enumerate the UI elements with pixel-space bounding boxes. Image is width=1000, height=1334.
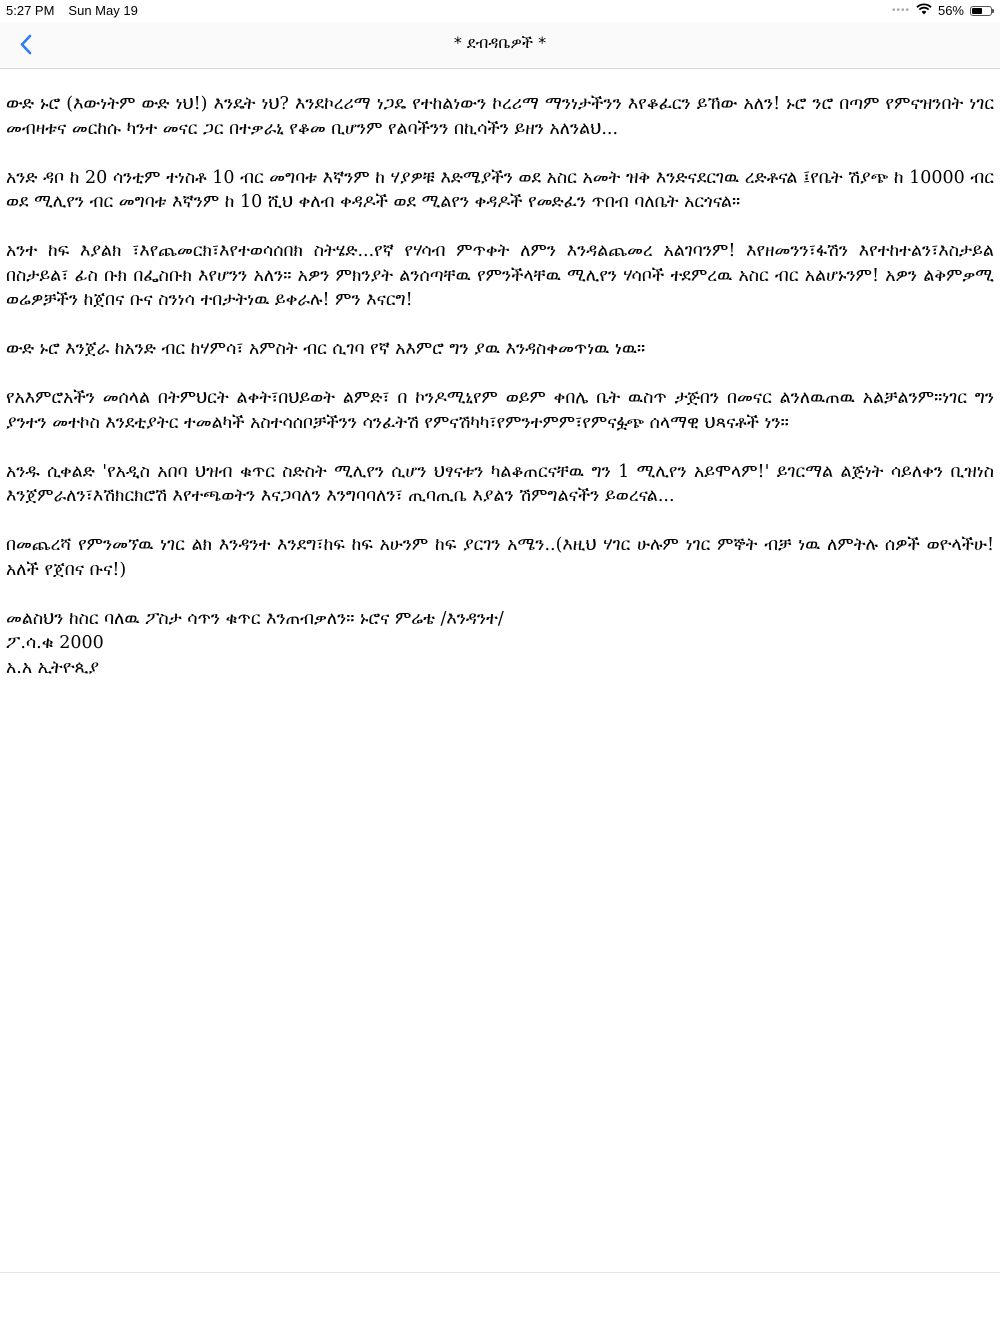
status-date: Sun May 19 — [68, 3, 138, 18]
battery-level — [972, 8, 982, 14]
letter-closing-line: መልስህን ከስር ባለዉ ፖስታ ሳጥን ቁጥር እንጠብቃለን። ኑሮና ምሬቴ /እንዳንተ/ — [6, 608, 504, 629]
letter-address: አ.አ ኢትዮጲያ — [6, 657, 100, 678]
status-time: 5:27 PM — [6, 3, 55, 18]
letter-paragraph: ውድ ኑሮ እንጀራ ከአንድ ብር ከሃምሳ፣ አምስት ብር ሲገባ የኛ አእምሮ ግን ያዉ እንዳስቀመጥነዉ ነዉ። — [6, 339, 646, 359]
wifi-icon — [916, 3, 932, 18]
status-right — [892, 3, 992, 18]
letter-body — [6, 92, 994, 680]
status-bar — [0, 0, 1000, 22]
battery-icon — [970, 6, 992, 16]
letter-paragraph: በመጨረሻ የምንመኘዉ ነገር ልክ እንዳንተ እንደግ፣ከፍ ከፍ አሁንም ከፍ ያርገን አሜን..(እዚህ ሃገር ሁሉም ነገር ምኞት ብቻ ነዉ ለምትሉ ሰዎች ወዮላችሁ! አለች የጀበና ቡና!) — [6, 535, 994, 580]
navigation-bar — [0, 22, 1000, 69]
bottom-divider — [0, 1272, 1000, 1273]
status-left — [6, 3, 138, 18]
battery-percent: 56% — [937, 3, 964, 18]
letter-paragraph: አንድ ዳቦ ከ 20 ሳንቲም ተነስቶ 10 ብር መግባቱ እኛንም ከ ሃያዎቹ እድሜያችን ወደ አስር አመት ዝቅ እንድናደርገዉ ረድቶናል ፤የቤት ሽያጭ ከ 10000 ብር ወደ ሚሊየን ብር መግባቱ እኛንም ከ 10 ሺህ ቀለብ ቀዳዶች ወደ ሚልየን ቀዳዶች የመድፈን ጥበብ ባለቤት አርጎናል። — [6, 167, 994, 212]
letter-paragraph: አንዱ ሲቀልድ 'የአዲስ አበባ ህዝብ ቁጥር ስድስት ሚሊየን ሲሆን ህፃናቱን ካልቆጠርናቸዉ ግን 1 ሚሊየን አይሞላም!' ይገርማል ልጅነት ሳይለቀን ቢዝነስ እንጀምራለን፣እሽክርክሮሽ እየተጫወትን እናጋባለን እንግባባለን፣ ጢባጢቤ እያልን ሽምግልናችን ይወረናል... — [6, 461, 994, 506]
letter-paragraph: ውድ ኑሮ (እውነትም ውድ ነህ!) እንዴት ነህ? እንደኮረሪማ ነጋዴ የተከልነውን ኮረሪማ ማንነታችንን እየቆፈርን ይኸው አለን! ኑሮ ንሮ በጣም የምናዝንበት ነገር መብዛቱና መርከሱ ካንተ መናር ጋር በተቃራኒ የቆመ ቢሆንም የልባችንን በኪሳችን ይዘን አለንልህ... — [6, 94, 994, 139]
letter-paragraph: የአእምሮአችን መሰላል በትምህርት ልቀት፣በህይወት ልምድ፣ በ ኮንዶሚኒየም ወይም ቀበሌ ቤት ዉስጥ ታጅበን በመናር ልንለዉጠዉ አልቻልንም።ነገር ግን ያንተን መተኮስ እንደቲያትር ተመልካች አስተሳሰቦቻችንን ሳንፈትሽ የምናሽካካ፣የምንተምም፣የምናፏጭ ሰላማዊ ህጻናቶች ነን። — [6, 388, 995, 433]
page-title: * ደብዳቤዎች * — [453, 33, 547, 52]
letter-po-box: ፖ.ሳ.ቁ 2000 — [6, 633, 104, 653]
multitasking-dots-icon: •••• — [891, 5, 910, 16]
letter-paragraph: አንተ ከፍ እያልክ ፣እየጨመርክ፣እየተወሳሰበክ ስትሄድ...የኛ የሃሳብ ምጥቀት ለምን እንዳልጨመረ አልገባንም! እየዘመንን፣ፋሽን እየተከተልን፣እስታይል በስታይል፣ ፊስ ቡክ በፌስቡክ እየሆንን አለን። አዎን ምክንያት ልንሰጣቸዉ የምንችላቸዉ ሚሊየን ሃሳቦች ተደምረዉ አስር ብር አልሆኑንም! አዎን ልቅምቃሚ ወሬዎቻችን ከጀበና ቡና ስንነሳ ተበታትነዉ ይቀራሉ! ምን እናርግ! — [6, 241, 994, 310]
